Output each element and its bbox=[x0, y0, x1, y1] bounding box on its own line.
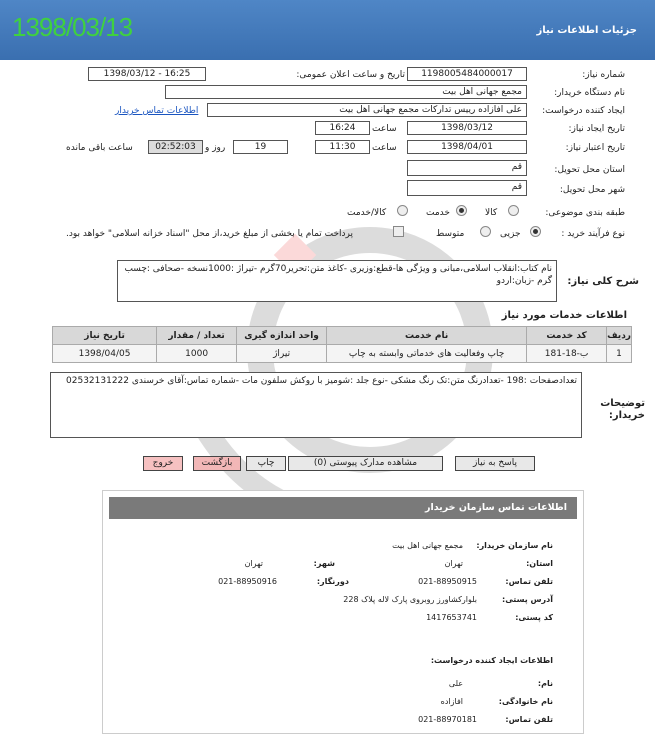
contact-postal-label: کد پستی: bbox=[515, 613, 553, 622]
city-field: قم bbox=[407, 180, 527, 196]
cell-row: 1 bbox=[607, 345, 632, 363]
exit-button[interactable]: خروج bbox=[143, 456, 183, 471]
creator-name-value: علی bbox=[448, 679, 463, 688]
cell-qty: 1000 bbox=[157, 345, 237, 363]
category-radio-goods[interactable] bbox=[508, 205, 519, 216]
validity-label: تاریخ اعتبار نیاز: bbox=[565, 143, 625, 153]
contact-province-value: تهران bbox=[444, 559, 463, 568]
remaining-time-field: 02:52:03 bbox=[148, 140, 203, 154]
category-option-service: خدمت bbox=[426, 208, 450, 218]
buyer-org-field: مجمع جهانی اهل بیت bbox=[165, 85, 527, 99]
process-radio-medium[interactable] bbox=[480, 226, 491, 237]
payment-note: پرداخت تمام یا بخشی از مبلغ خرید،از محل "اسناد خزانه اسلامی" خواهد بود. bbox=[66, 229, 354, 239]
table-row bbox=[53, 345, 632, 363]
contact-fax-label: دورنگار: bbox=[316, 577, 349, 586]
create-date-field: 1398/03/12 bbox=[407, 121, 527, 135]
notes-textarea: تعدادصفحات :198 -تعدادرنگ متن:تک رنگ مشکی -نوع جلد :شومیز با روکش سلفون مات -شماره تماس:آقای خرسندی 02532131222 bbox=[50, 372, 582, 438]
contact-address-label: آدرس پستی: bbox=[502, 595, 553, 604]
days-field: 19 bbox=[233, 140, 288, 154]
contact-panel-title: اطلاعات تماس سازمان خریدار bbox=[109, 497, 577, 519]
col-name: نام خدمت bbox=[327, 327, 527, 345]
contact-phone-value: 021-88950915 bbox=[418, 577, 477, 586]
col-code: کد خدمت bbox=[527, 327, 607, 345]
validity-date-field: 1398/04/01 bbox=[407, 140, 527, 154]
treasury-payment-checkbox[interactable] bbox=[393, 226, 404, 237]
cell-unit: تیراژ bbox=[237, 345, 327, 363]
buyer-org-label: نام دستگاه خریدار: bbox=[554, 88, 625, 98]
validity-time-field: 11:30 bbox=[315, 140, 370, 154]
create-time-field: 16:24 bbox=[315, 121, 370, 135]
contact-org-value: مجمع جهانی اهل بیت bbox=[392, 541, 463, 550]
need-number-label: شماره نیاز: bbox=[582, 70, 625, 80]
page-title: جزئیات اطلاعات نیاز bbox=[536, 25, 637, 36]
category-radio-service[interactable] bbox=[456, 205, 467, 216]
remaining-label: ساعت باقی مانده bbox=[66, 143, 133, 153]
contact-phone-label: تلفن تماس: bbox=[505, 577, 553, 586]
summary-label: شرح کلی نیاز: bbox=[567, 276, 639, 287]
print-button[interactable]: چاپ bbox=[246, 456, 286, 471]
contact-fax-value: 021-88950916 bbox=[218, 577, 277, 586]
province-field: قم bbox=[407, 160, 527, 176]
contact-city-value: تهران bbox=[244, 559, 263, 568]
creator-phone-value: 021-88970181 bbox=[418, 715, 477, 724]
cell-name: چاپ وفعالیت های خدماتی وابسته به چاپ bbox=[327, 345, 527, 363]
create-time-label: ساعت bbox=[372, 124, 397, 134]
contact-city-label: شهر: bbox=[313, 559, 335, 568]
cell-code: ب-18-181 bbox=[527, 345, 607, 363]
contact-address-value: بلوارکشاورز روبروی پارک لاله پلاک 228 bbox=[343, 595, 477, 604]
category-option-both: کالا/خدمت bbox=[347, 208, 387, 218]
category-option-goods: کالا bbox=[485, 208, 498, 218]
col-qty: تعداد / مقدار bbox=[157, 327, 237, 345]
col-date: تاریخ نیاز bbox=[53, 327, 157, 345]
category-radio-both[interactable] bbox=[397, 205, 408, 216]
buyer-contact-link[interactable]: اطلاعات تماس خریدار bbox=[115, 106, 199, 116]
category-label: طبقه بندی موضوعی: bbox=[545, 208, 625, 218]
summary-textarea: نام کتاب:انقلاب اسلامی،مبانی و ویژگی ها-قطع:وزیری -کاغذ متن:تحریر70گرم -تیراژ :1000نسخه -صحافی :چسب گرم -زبان:اردو bbox=[117, 260, 557, 302]
city-label: شهر محل تحویل: bbox=[559, 185, 625, 195]
col-row: ردیف bbox=[607, 327, 632, 345]
province-label: استان محل تحویل: bbox=[554, 165, 625, 175]
attachments-button[interactable]: مشاهده مدارک پیوستی (0) bbox=[288, 456, 443, 471]
reply-button[interactable]: پاسخ به نیاز bbox=[455, 456, 535, 471]
notes-label: توضیحات خریدار: bbox=[600, 398, 645, 421]
back-button[interactable]: بازگشت bbox=[193, 456, 241, 471]
announce-label: تاریخ و ساعت اعلان عمومی: bbox=[296, 70, 405, 80]
need-number-field: 1198005484000017 bbox=[407, 67, 527, 81]
validity-time-label: ساعت bbox=[372, 143, 397, 153]
announce-field: 1398/03/12 - 16:25 bbox=[88, 67, 206, 81]
create-date-label: تاریخ ایجاد نیاز: bbox=[568, 124, 625, 134]
services-table bbox=[52, 326, 632, 363]
requester-field: علی افازاده رییس تدارکات مجمع جهانی اهل بیت bbox=[207, 103, 527, 117]
contact-postal-value: 1417653741 bbox=[426, 613, 477, 622]
creator-phone-label: تلفن تماس: bbox=[505, 715, 553, 724]
contact-panel bbox=[102, 490, 584, 734]
contact-province-label: استان: bbox=[526, 559, 553, 568]
header-bar bbox=[0, 0, 655, 60]
services-section-title: اطلاعات خدمات مورد نیاز bbox=[501, 310, 627, 321]
process-option-minor: جزیی bbox=[500, 229, 521, 239]
creator-family-label: نام خانوادگی: bbox=[498, 697, 553, 706]
col-unit: واحد اندازه گیری bbox=[237, 327, 327, 345]
creator-family-value: افازاده bbox=[440, 697, 463, 706]
requester-label: ایجاد کننده درخواست: bbox=[542, 106, 625, 116]
days-label: روز و bbox=[205, 143, 226, 153]
cell-date: 1398/04/05 bbox=[53, 345, 157, 363]
creator-section-title: اطلاعات ایجاد کننده درخواست: bbox=[430, 656, 553, 665]
process-radio-minor[interactable] bbox=[530, 226, 541, 237]
date-stamp: 1398/03/13 bbox=[12, 12, 133, 42]
contact-org-label: نام سازمان خریدار: bbox=[476, 541, 553, 550]
process-option-medium: متوسط bbox=[436, 229, 465, 239]
creator-name-label: نام: bbox=[537, 679, 553, 688]
process-label: نوع فرآیند خرید : bbox=[561, 229, 625, 239]
